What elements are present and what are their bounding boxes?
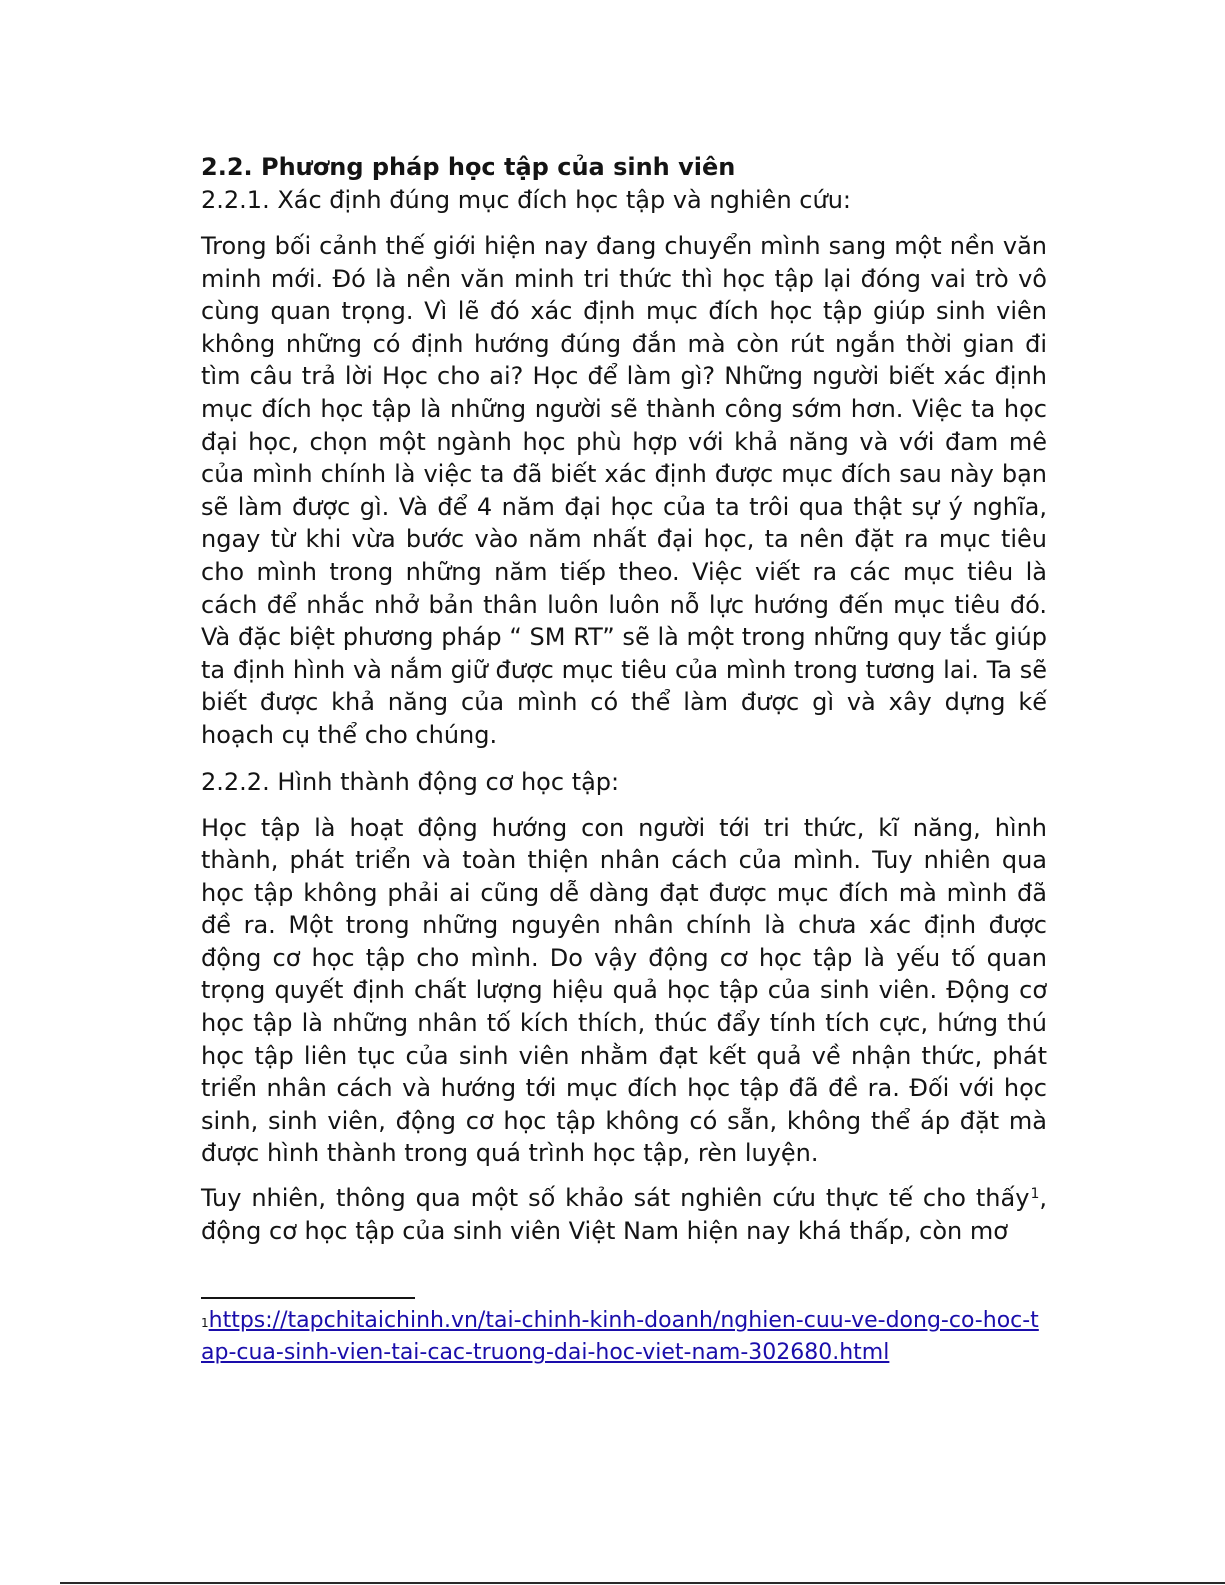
footnote [201,1305,1047,1369]
paragraph-survey [201,1182,1047,1247]
section-heading: 2.2. Phương pháp học tập của sinh viên [201,153,736,181]
survey-text-end: , động cơ học tập của sinh viên Việt Nam hiện nay khá thấp, còn mơ [201,1184,1047,1245]
footnote-link[interactable]: https://tapchitaichinh.vn/tai-chinh-kinh-doanh/nghien-cuu-ve-dong-co-hoc-tap-cua-sinh-vien-tai-cac-truong-dai-hoc-viet-nam-302680.html [201,1308,1039,1365]
footnote-separator [201,1297,415,1299]
survey-text-start: Tuy nhiên, thông qua một số khảo sát nghiên cứu thực tế cho thấy [201,1184,1030,1213]
page-bottom-edge [60,1582,1225,1584]
footnote-reference[interactable]: 1 [1030,1186,1040,1203]
footnote-mark: 1 [201,1316,209,1330]
subsection-title-2-2-1: 2.2.1. Xác định đúng mục đích học tập và nghiên cứu: [201,186,851,214]
document-body [201,150,1047,1247]
paragraph-learning-purpose: Trong bối cảnh thế giới hiện nay đang chuyển mình sang một nền văn minh mới. Đó là nền văn minh tri thức thì học tập lại đóng vai trò vô cùng quan trọng. Vì lẽ đó xác định mục đích học tập giúp sinh viên không những có định hướng đúng đắn mà còn rút ngắn thời gian đi tìm câu trả lời Học cho ai? Học để làm gì? Những người biết xác định mục đích học tập là những người sẽ thành công sớm hơn. Việc ta học đại học, chọn một ngành học phù hợp với khả năng và với đam mê của mình chính là việc ta đã biết xác định được mục đích sau này bạn sẽ làm được gì. Và để 4 năm đại học của ta trôi qua thật sự ý nghĩa, ngay từ khi vừa bước vào năm nhất đại học, ta nên đặt ra mục tiêu cho mình trong những năm tiếp theo. Việc viết ra các mục tiêu là cách để nhắc nhở bản thân luôn luôn nỗ lực hướng đến mục tiêu đó. Và đặc biệt phương pháp “ SM RT” sẽ là một trong những quy tắc giúp ta định hình và nắm giữ được mục tiêu của mình trong tương lai. Ta sẽ biết được khả năng của mình có thể làm được gì và xây dựng kế hoạch cụ thể cho chúng. [201,232,1047,749]
paragraph-learning-motivation: Học tập là hoạt động hướng con người tới tri thức, kĩ năng, hình thành, phát triển và toàn thiện nhân cách của mình. Tuy nhiên qua học tập không phải ai cũng dễ dàng đạt được mục đích mà mình đã đề ra. Một trong những nguyên nhân chính là chưa xác định được động cơ học tập cho mình. Do vậy động cơ học tập là yếu tố quan trọng quyết định chất lượng hiệu quả học tập của sinh viên. Động cơ học tập là những nhân tố kích thích, thúc đẩy tính tích cực, hứng thú học tập liên tục của sinh viên nhằm đạt kết quả về nhận thức, phát triển nhân cách và hướng tới mục đích học tập đã đề ra. Đối với học sinh, sinh viên, động cơ học tập không có sẵn, không thể áp đặt mà được hình thành trong quá trình học tập, rèn luyện. [201,813,1047,1168]
subsection-title-2-2-2: 2.2.2. Hình thành động cơ học tập: [201,767,620,796]
